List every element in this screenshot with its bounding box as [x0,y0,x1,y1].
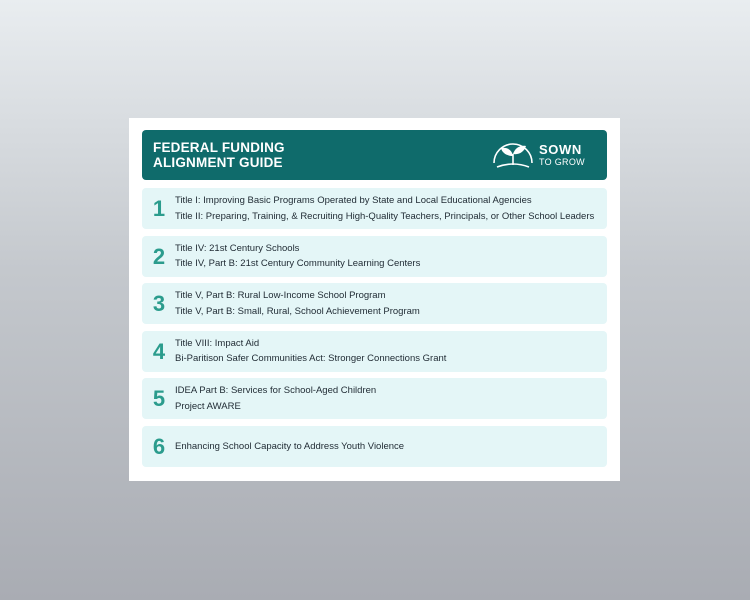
item-number: 4 [152,338,166,364]
item-number: 6 [152,433,166,459]
list-item [142,378,607,419]
list-item [142,188,607,229]
funding-guide-card [129,118,620,481]
item-programs [175,383,601,414]
logo-wordmark [539,143,585,168]
sprout-icon [491,135,535,175]
item-programs [175,336,601,367]
program-title: Project AWARE [175,400,241,412]
item-programs [175,439,601,455]
item-number: 3 [152,291,166,316]
item-programs [175,193,601,224]
list-item [142,236,607,277]
list-item [142,331,607,372]
program-title: Title VIII: Impact Aid [175,337,260,349]
item-number: 1 [152,196,166,221]
program-title: Title IV, Part B: 21st Century Community Learning Centers [175,258,421,269]
program-title: Title V, Part B: Small, Rural, School Achievement Program [175,305,420,317]
item-programs [175,288,601,319]
logo-tagline: TO GROW [539,157,585,167]
program-list [142,188,607,473]
program-title: Title II: Preparing, Training, & Recruiting High-Quality Teachers, Principals, or Other School Leaders [175,210,595,222]
list-item [142,283,607,324]
program-title: Enhancing School Capacity to Address Youth Violence [175,440,405,452]
item-programs [175,241,601,272]
logo-name: SOWN [539,142,582,157]
item-number: 2 [152,243,166,269]
header-banner [142,130,607,180]
sown-to-grow-logo [491,135,597,175]
list-item [142,426,607,467]
program-title: Bi-Paritison Safer Communities Act: Stronger Connections Grant [175,353,447,364]
program-title: Title IV: 21st Century Schools [175,242,300,254]
program-title: Title V, Part B: Rural Low-Income School Program [175,290,386,301]
title-line-1: FEDERAL FUNDING [153,140,285,155]
program-title: Title I: Improving Basic Programs Operated by State and Local Educational Agencies [175,195,532,206]
page-title [153,140,285,170]
program-title: IDEA Part B: Services for School-Aged Children [175,385,377,396]
title-line-2: ALIGNMENT GUIDE [153,155,283,170]
item-number: 5 [152,386,166,411]
